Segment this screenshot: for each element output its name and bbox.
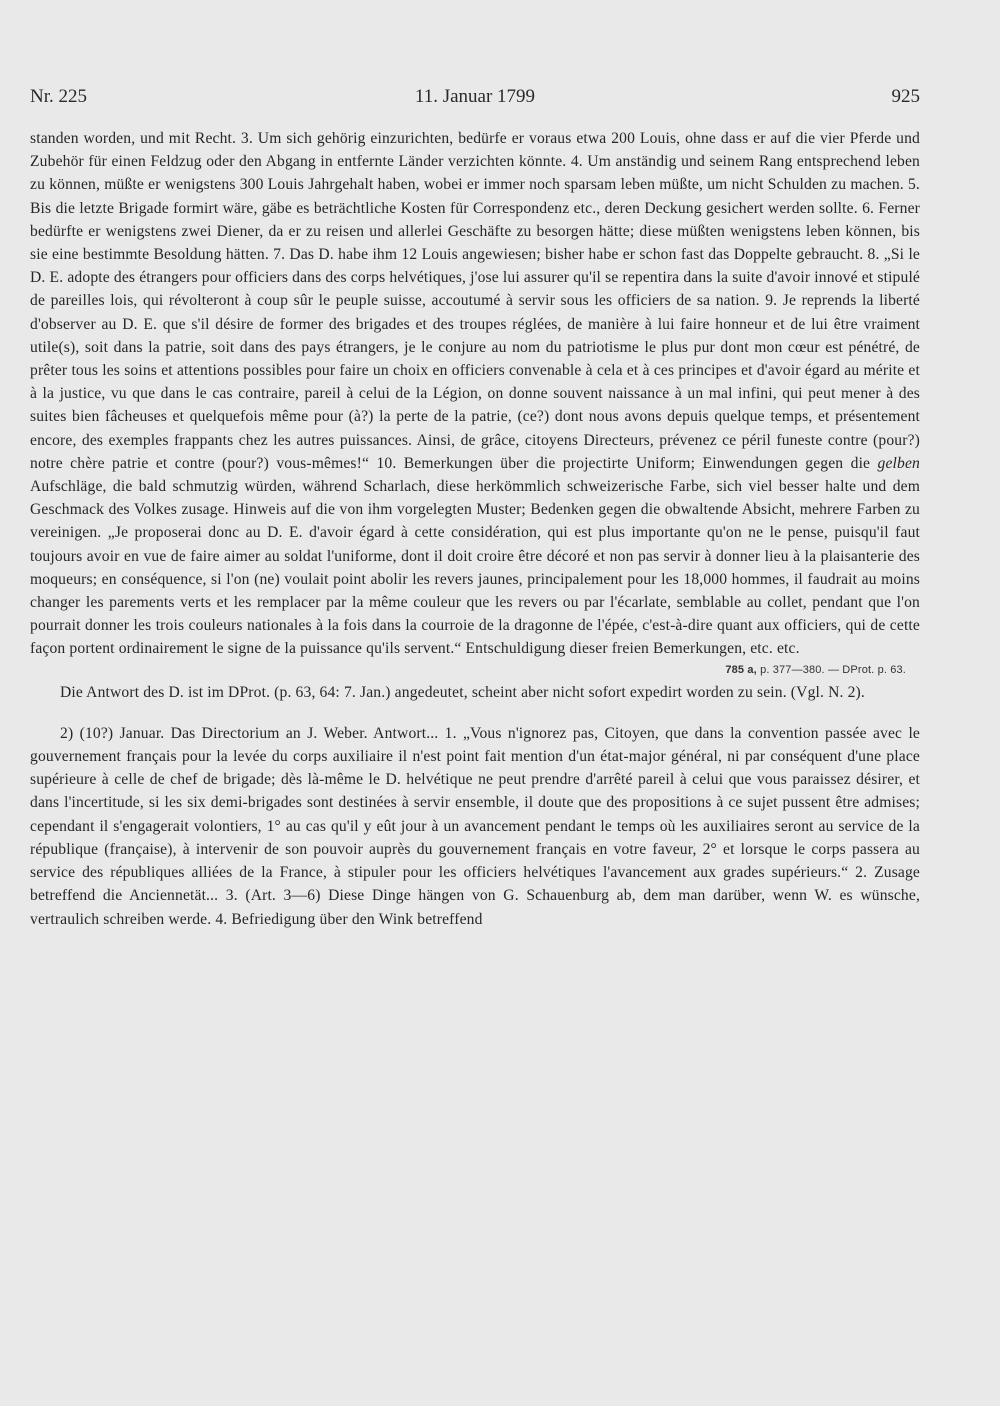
- source-reference: [30, 661, 920, 679]
- italic-word: gelben: [877, 454, 920, 472]
- main-paragraph-text-2: Aufschläge, die bald schmutzig würden, während Scharlach, diese herkömmlich schweizerische Farbe, sich viel besser halte und dem Geschmack des Volkes zusage. Hinweis auf die von ihm vorgelegten Muster; Bedenken gegen die obwaltende Absicht, mehrere Farben zu vereinigen. „Je proposerai donc au D. E. d'avoir égard à cette considération, qui est plus importante qu'on ne le pense, puisqu'il faut toujours avoir en vue de faire aimer au soldat l'uniforme, dont il doit croire être décoré et non pas servir à donner lieu à la plaisanterie des moqueurs; en conséquence, si l'on (ne) voulait point abolir les revers jaunes, principalement pour les 18,000 hommes, il faudrait au moins changer les parements verts et les remplacer par la même couleur que les revers ou par l'écarlate, semblable au collet, pendant que l'on pourrait donner les trois couleurs nationales à la fois dans la courroie de la dragonne de l'épée, c'est-à-dire quant aux officiers, qui de cette façon portent ordinairement le signe de la puissance qu'ils servent.“ Entschuldigung dieser freien Bemerkungen, etc. etc.: [30, 478, 920, 658]
- document-number: Nr. 225: [30, 86, 87, 107]
- page-body: [30, 127, 920, 931]
- answer-paragraph: Die Antwort des D. ist im DProt. (p. 63, 64: 7. Jan.) angedeutet, scheint aber nicht sofort expedirt worden zu sein. (Vgl. N. 2).: [60, 683, 865, 701]
- header-date: 11. Januar 1799: [414, 86, 536, 107]
- main-paragraph: [30, 127, 920, 661]
- main-paragraph-text-1: standen worden, und mit Recht. 3. Um sich gehörig einzurichten, bedürfe er voraus etwa 200 Louis, ohne dass er auf die vier Pferde und Zubehör für einen Feldzug oder den Abgang in entfernte Länder verzichten könnte. 4. Um anständig und seinem Rang entsprechend leben zu können, müßte er wenigstens 300 Louis Jahrgehalt haben, wobei er immer noch sparsam leben müßte, um nicht Schulden zu machen. 5. Bis die letzte Brigade formirt wäre, gäbe es beträchtliche Kosten für Correspondenz etc., deren Deckung gesichert werden sollte. 6. Ferner bedürfte er wenigstens zwei Diener, da er zu reisen und allerlei Geschäfte zu besorgen hätte; diese müßten wenigstens leben können, bis sie eine bestimmte Besoldung hätten. 7. Das D. habe ihm 12 Louis angewiesen; bisher habe er schon fast das Doppelte gebraucht. 8. „Si le D. E. adopte des étrangers pour officiers dans des corps helvétiques, j'ose lui assurer qu'il se repentira dans la suite d'avoir innové et stipulé de pareilles lois, qui révolteront à coup sûr le peuple suisse, accoutumé à servir sous les officiers de sa nation. 9. Je reprends la liberté d'observer au D. E. que s'il désire de former des brigades et des troupes réglées, de manière à lui faire honneur et de lui être vraiment utile(s), soit dans la patrie, soit dans des pays étrangers, je le conjure au nom du patriotisme le plus pur dont mon cœur est pénétré, de prêter tous les soins et attentions possibles pour faire un choix en officiers convenable à cela et à ces principes et d'avoir égard au mérite et à la justice, vu que dans le cas contraire, pareil à celui de la Légion, on donne souvent naissance à un mal infini, qui peut mener à des suites bien fâcheuses et quelquefois même pour (à?) la perte de la patrie, (ce?) dont nous avons depuis quelque temps, et présentement encore, des exemples frappants chez les autres puissances. Ainsi, de grâce, citoyens Directeurs, prévenez ce péril funeste contre (pour?) notre chère patrie et contre (pour?) vous-mêmes!“ 10. Bemerkungen über die projectirte Uniform; Einwendungen gegen die: [30, 130, 920, 472]
- reference-bold: 785 a,: [725, 663, 757, 676]
- reference-rest: p. 377—380. — DProt. p. 63.: [760, 663, 906, 676]
- page-header: [30, 86, 920, 110]
- page-number: 925: [891, 86, 920, 107]
- section-2-paragraph: 2) (10?) Januar. Das Directorium an J. Weber. Antwort... 1. „Vous n'ignorez pas, Citoyen, que dans la convention passée avec le gouvernement français pour la levée du corps auxiliaire il n'est point fait mention d'un état-major général, ni par conséquent d'une place supérieure à celle de chef de brigade; dès là-même le D. helvétique ne peut prendre d'arrêté pareil à celui que vous paraissez désirer, et dans l'incertitude, si les six demi-brigades sont destinées à servir ensemble, il doute que des propositions à ce sujet pussent être admises; cependant il s'engagerait volontiers, 1° au cas qu'il y eût jour à un avancement pendant le temps où les auxiliaires seront au service de la république (française), à intervenir de son pouvoir auprès du gouvernement français en votre faveur, 2° et lorsque le corps passera au service des républiques alliées de la France, à stipuler pour les officiers helvétiques l'avancement aux grades supérieurs.“ 2. Zusage betreffend die Anciennetät... 3. (Art. 3—6) Diese Dinge hängen von G. Schauenburg ab, dem man darüber, wenn W. es wünsche, vertraulich schreiben werde. 4. Befriedigung über den Wink betreffend: [30, 724, 920, 928]
